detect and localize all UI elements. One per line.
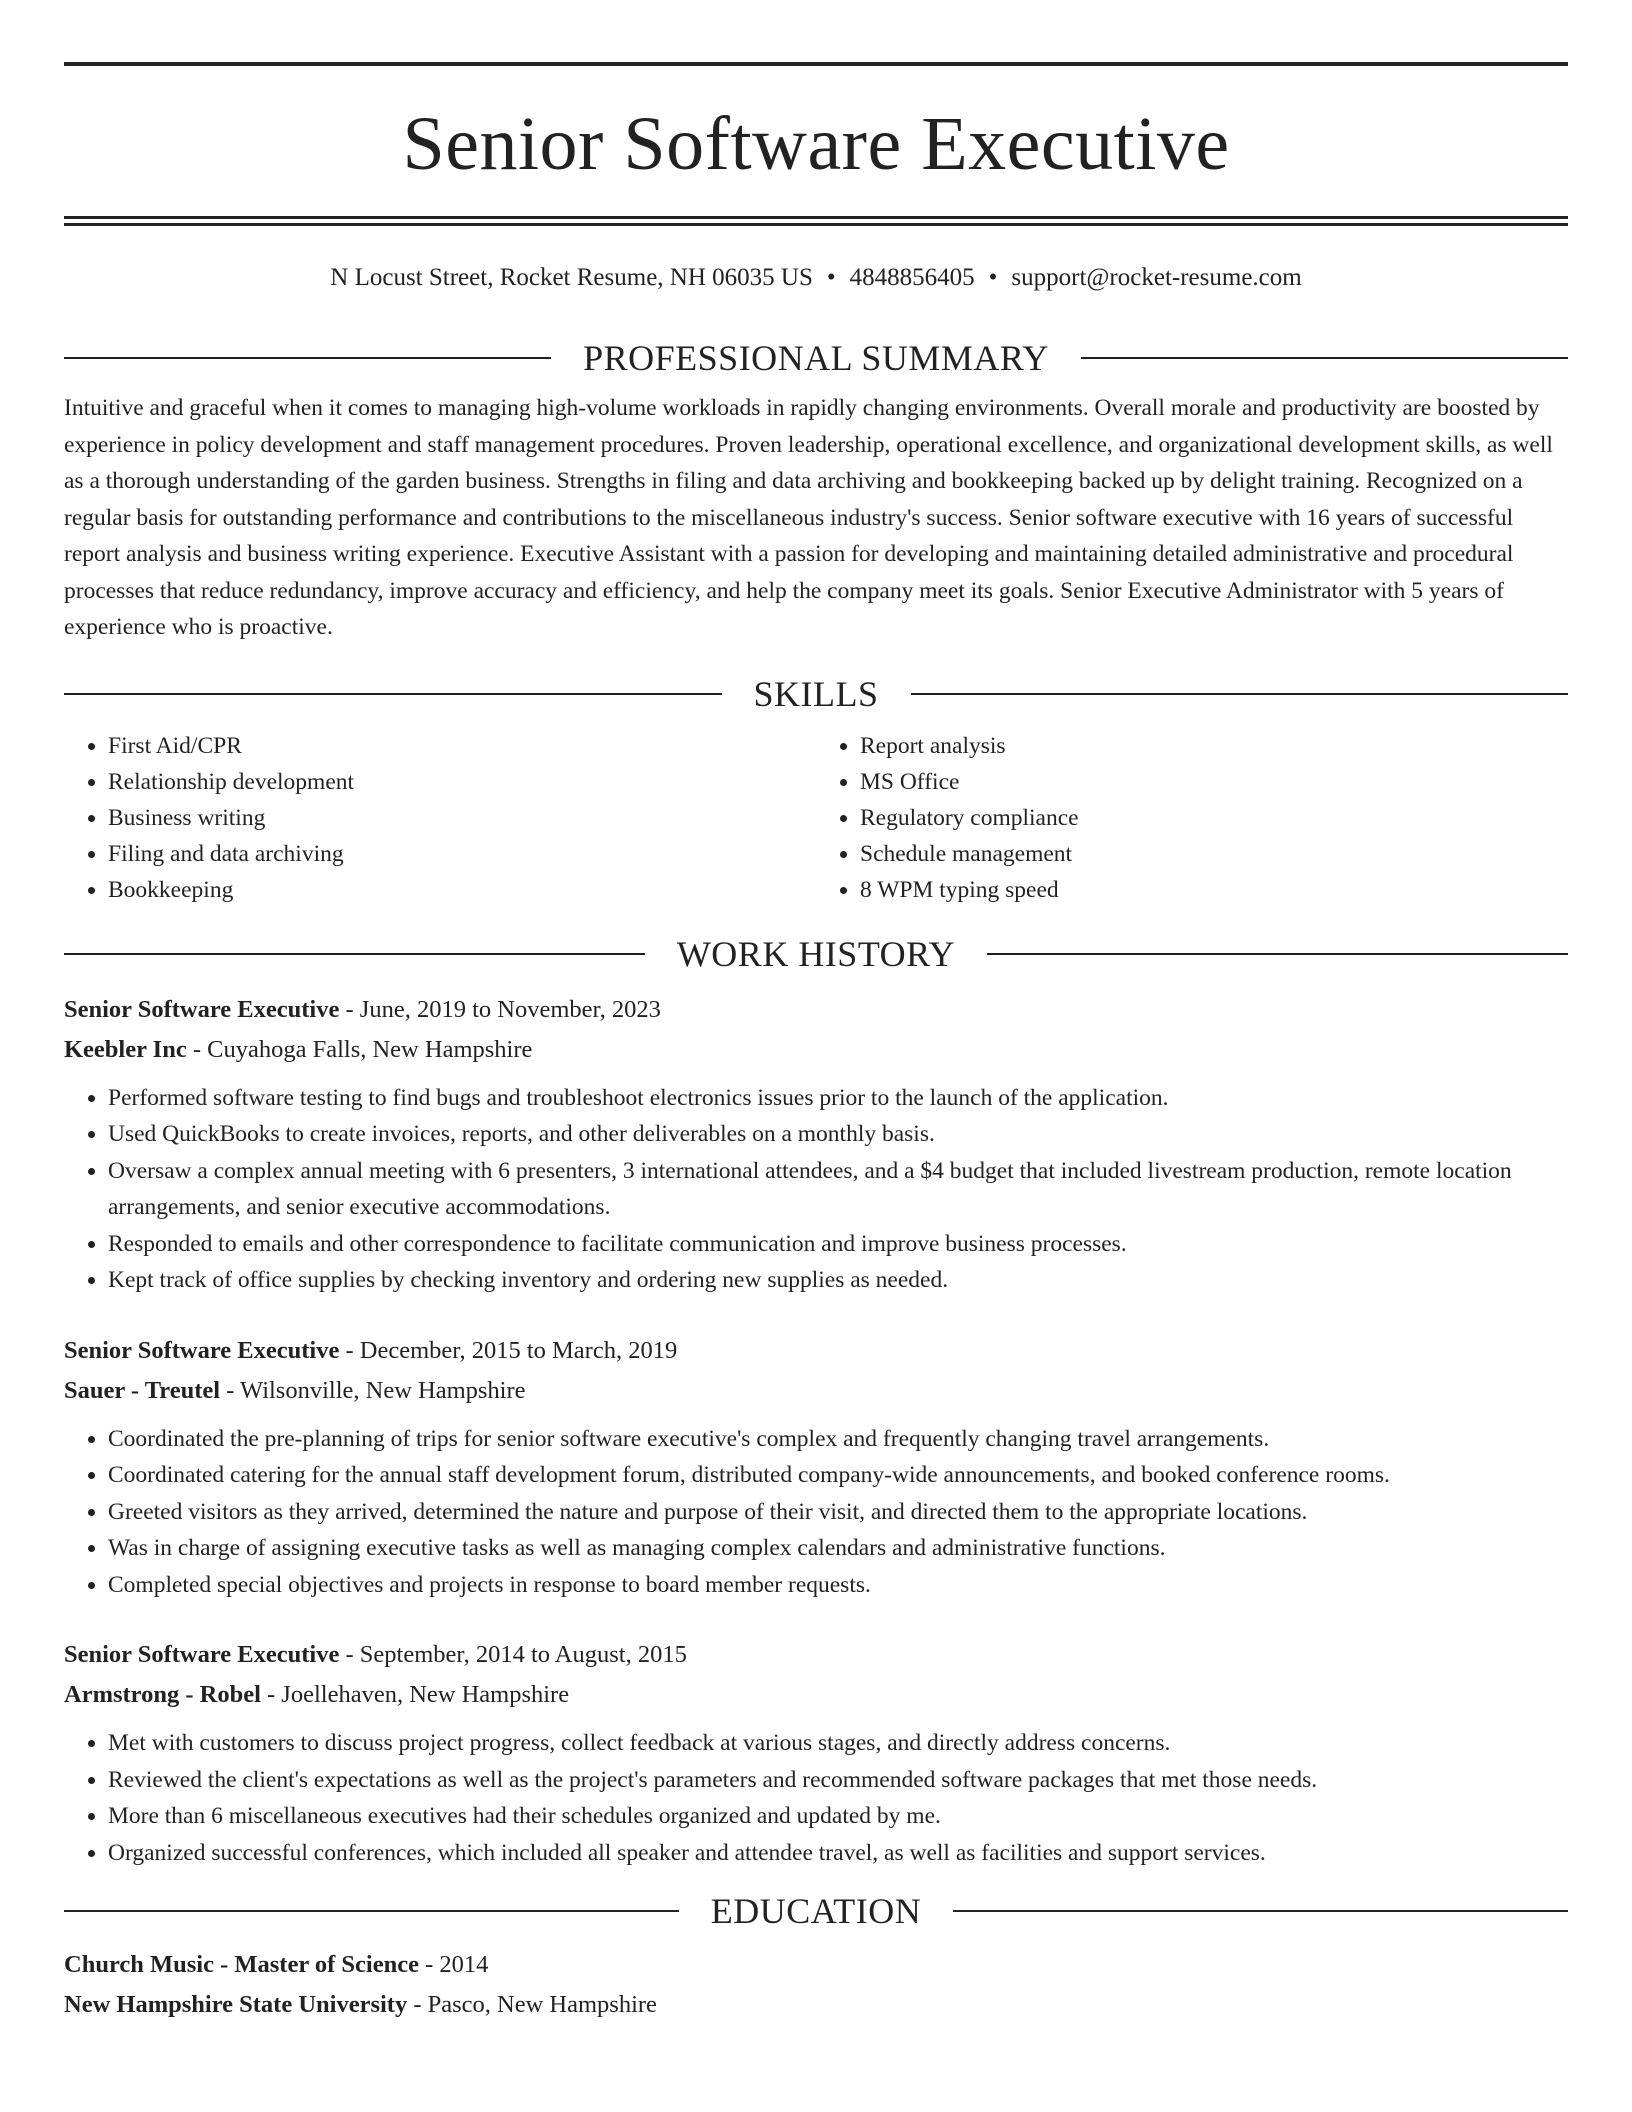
job-bullet: • Performed software testing to find bugs and troubleshoot electronics issues prior to the launch of the application. [108,1080,1568,1117]
skill-item: • Bookkeeping [108,872,816,908]
education-entry [64,1945,1568,2025]
contact-email: support@rocket-resume.com [1011,264,1302,291]
job-company: Armstrong - Robel [64,1681,261,1708]
contact-separator: • [826,264,836,291]
contact-phone: 4848856405 [849,264,975,291]
contact-address: N Locust Street, Rocket Resume, NH 06035 US [330,264,813,291]
job-bullet: • Used QuickBooks to create invoices, reports, and other deliverables on a monthly basis. [108,1116,1568,1153]
job-company: Keebler Inc [64,1035,187,1063]
job-title-line [64,990,1568,1030]
work-heading [64,932,1568,976]
work-heading-text: WORK HISTORY [676,933,956,974]
skill-item: • First Aid/CPR [108,728,816,764]
skills-heading-text: SKILLS [753,673,879,714]
job-bullets [64,1725,1568,1871]
title-double-rule [64,216,1568,226]
education-location: - Pasco, New Hampshire [407,1991,657,2018]
job-company-line [64,1371,1568,1411]
job-dates: - June, 2019 to November, 2023 [339,995,661,1023]
job-title-line [64,1331,1568,1371]
top-rule [64,62,1568,66]
job-bullet: • Oversaw a complex annual meeting with 6 presenters, 3 international attendees, and a $4 budget that included livestream production, remote location arrangements, and senior executive accommodations. [108,1153,1568,1226]
job-bullet: • Completed special objectives and projects in response to board member requests. [108,1567,1568,1604]
skills-column-left [64,728,816,908]
job-dates: - September, 2014 to August, 2015 [339,1641,687,1668]
job-company: Sauer - Treutel [64,1376,221,1404]
job-company-line [64,1030,1568,1070]
job-location: - Wilsonville, New Hampshire [220,1376,526,1404]
job-entry [64,1331,1568,1604]
education-year: - 2014 [418,1951,489,1978]
education-school-line [64,1985,1568,2025]
education-heading [64,1889,1568,1933]
skill-item: • MS Office [860,764,1568,800]
skill-item: • Business writing [108,800,816,836]
education-heading-text: EDUCATION [710,1891,922,1931]
education-degree-line [64,1945,1568,1985]
job-bullet: • Reviewed the client's expectations as well as the project's parameters and recommended software packages that met those needs. [108,1762,1568,1799]
job-title: Senior Software Executive [64,995,340,1023]
resume-content [64,62,1568,2025]
summary-text: Intuitive and graceful when it comes to managing high-volume workloads in rapidly changing environments. Overall morale and productivity are boosted by experience in policy development and staff management procedures. Proven leadership, operational excellence, and organizational development skills, as well as a thorough understanding of the garden business. Strengths in filing and data archiving and bookkeeping backed up by delight training. Recognized on a regular basis for outstanding performance and contributions to the miscellaneous industry's success. Senior software executive with 16 years of successful report analysis and business writing experience. Executive Assistant with a passion for developing and maintaining detailed administrative and procedural processes that reduce redundancy, improve accuracy and efficiency, and help the company meet its goals. Senior Executive Administrator with 5 years of experience who is proactive. [64,395,1553,640]
job-bullet: • Greeted visitors as they arrived, determined the nature and purpose of their visit, and directed them to the appropriate locations. [108,1494,1568,1531]
job-dates: - December, 2015 to March, 2019 [339,1336,678,1364]
job-bullet: • Organized successful conferences, which included all speaker and attendee travel, as well as facilities and support services. [108,1835,1568,1872]
job-bullets [64,1421,1568,1604]
job-title-line [64,1635,1568,1675]
skill-item: • Regulatory compliance [860,800,1568,836]
skill-item: • 8 WPM typing speed [860,872,1568,908]
job-bullets [64,1080,1568,1299]
skill-item: • Relationship development [108,764,816,800]
job-bullet: • More than 6 miscellaneous executives had their schedules organized and updated by me. [108,1798,1568,1835]
education-school: New Hampshire State University [64,1991,408,2018]
job-location: - Joellehaven, New Hampshire [260,1681,570,1708]
job-bullet: • Coordinated the pre-planning of trips for senior software executive's complex and frequently changing travel arrangements. [108,1421,1568,1458]
education-degree: Church Music - Master of Science [64,1951,419,1978]
resume-name: Senior Software Executive [402,102,1230,186]
summary-heading [64,336,1568,380]
job-location: - Cuyahoga Falls, New Hampshire [186,1035,533,1063]
skills-list [64,728,1568,908]
skill-item: • Filing and data archiving [108,836,816,872]
job-bullet: • Kept track of office supplies by checking inventory and ordering new supplies as needed. [108,1262,1568,1299]
summary-heading-text: PROFESSIONAL SUMMARY [583,338,1049,378]
job-bullet: • Responded to emails and other correspondence to facilitate communication and improve business processes. [108,1226,1568,1263]
job-entry [64,1635,1568,1871]
job-bullet: • Was in charge of assigning executive tasks as well as managing complex calendars and administrative functions. [108,1530,1568,1567]
job-bullet: • Met with customers to discuss project progress, collect feedback at various stages, and directly address concerns. [108,1725,1568,1762]
contact-line [64,262,1568,294]
job-bullet: • Coordinated catering for the annual staff development forum, distributed company-wide announcements, and booked conference rooms. [108,1457,1568,1494]
job-company-line [64,1675,1568,1715]
job-title: Senior Software Executive [64,1641,340,1668]
skills-heading [64,672,1568,716]
skill-item: • Schedule management [860,836,1568,872]
skills-column-right [816,728,1568,908]
skill-item: • Report analysis [860,728,1568,764]
job-entry [64,990,1568,1299]
job-title: Senior Software Executive [64,1336,340,1364]
contact-separator: • [988,264,998,291]
